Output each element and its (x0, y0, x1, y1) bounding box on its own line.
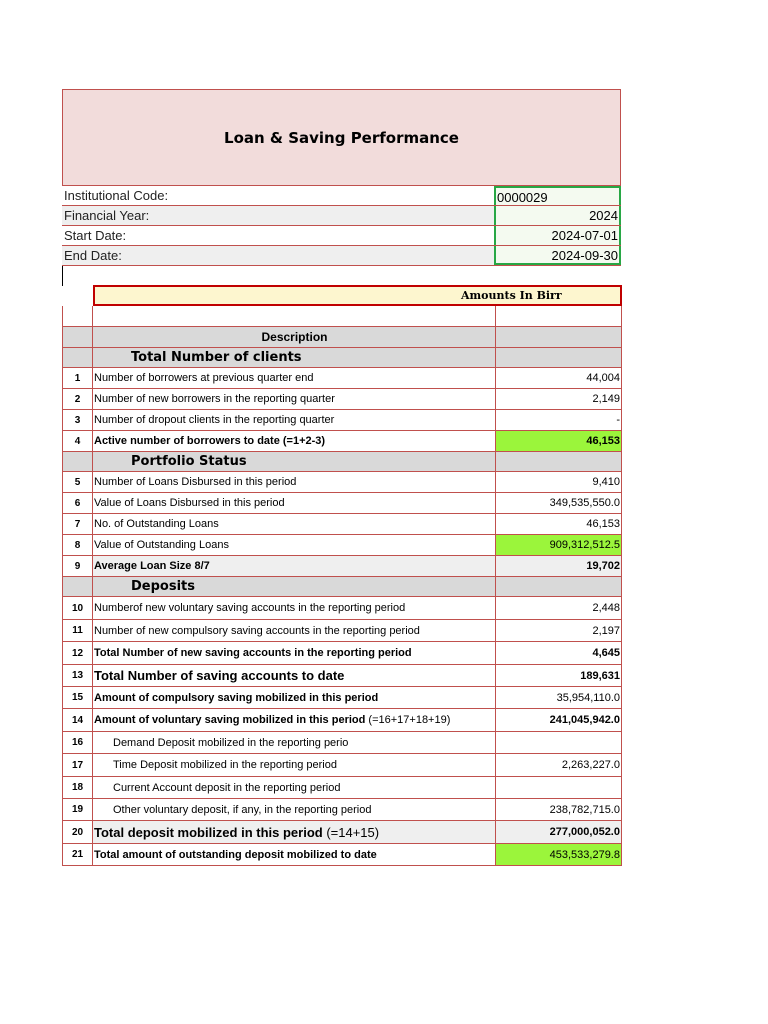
row-value[interactable]: - (495, 410, 622, 430)
row-description-main: Total deposit mobilized in this period (94, 824, 323, 840)
row-value[interactable] (495, 777, 622, 798)
row-number: 10 (62, 597, 93, 619)
table-row (62, 777, 622, 799)
row-value[interactable]: 238,782,715.0 (495, 799, 622, 820)
table-row (62, 844, 622, 866)
section-deposits (62, 577, 622, 597)
row-number: 11 (62, 620, 93, 641)
performance-table (62, 306, 622, 866)
row-number: 4 (62, 431, 93, 451)
row-value[interactable]: 9,410 (495, 472, 622, 492)
row-description: Number of new borrowers in the reporting quarter (94, 393, 335, 405)
row-value[interactable]: 2,448 (495, 597, 622, 619)
row-number: 5 (62, 472, 93, 492)
info-value: 0000029 (497, 190, 548, 205)
table-row (62, 389, 622, 410)
section-clients (62, 348, 622, 368)
row-value[interactable] (495, 732, 622, 753)
row-description-formula: (=14+15) (322, 824, 380, 840)
row-value[interactable]: 2,149 (495, 389, 622, 409)
row-value[interactable]: 2,197 (495, 620, 622, 641)
info-value-cell[interactable] (494, 186, 621, 205)
row-description: Value of Loans Disbursed in this period (94, 497, 285, 509)
row-value[interactable]: 2,263,227.0 (495, 754, 622, 776)
row-description: Total Number of new saving accounts in the reporting period (94, 647, 412, 659)
row-number: 8 (62, 535, 93, 555)
row-number: 7 (62, 514, 93, 534)
row-value[interactable]: 189,631 (495, 665, 622, 686)
row-number: 3 (62, 410, 93, 430)
section-portfolio (62, 452, 622, 472)
row-description: Total amount of outstanding deposit mobilized to date (94, 848, 377, 861)
row-description: Other voluntary deposit, if any, in the reporting period (113, 803, 372, 816)
row-value[interactable]: 453,533,279.8 (495, 844, 622, 865)
info-value: 2024-09-30 (551, 248, 618, 263)
section-title: Portfolio Status (93, 452, 495, 471)
row-number: 2 (62, 389, 93, 409)
section-title: Deposits (93, 577, 495, 596)
info-value: 2024-07-01 (551, 228, 618, 243)
row-value[interactable]: 46,153 (495, 431, 622, 451)
row-number: 18 (62, 777, 93, 798)
row-value[interactable]: 4,645 (495, 642, 622, 664)
info-row-end-date (62, 246, 621, 266)
table-row (62, 732, 622, 754)
description-header: Description (93, 327, 495, 347)
row-description: Numberof new voluntary saving accounts in the reporting period (94, 602, 406, 614)
table-row (62, 754, 622, 777)
info-label: Institutional Code: (64, 188, 169, 203)
info-row-start-date (62, 226, 621, 246)
row-value[interactable]: 19,702 (495, 556, 622, 576)
row-description (93, 709, 495, 731)
row-description: Number of dropout clients in the reporting quarter (94, 414, 335, 426)
table-row (62, 709, 622, 732)
info-label: Financial Year: (64, 208, 150, 223)
amounts-header (93, 285, 622, 306)
report-title: Loan & Saving Performance (224, 128, 459, 147)
info-value: 2024 (589, 208, 618, 223)
row-number: 1 (62, 368, 93, 388)
info-value-cell[interactable] (494, 206, 621, 225)
row-description: No. of Outstanding Loans (94, 518, 219, 530)
table-row (62, 368, 622, 389)
info-value-cell[interactable] (494, 226, 621, 245)
table-row (62, 665, 622, 687)
row-number: 19 (62, 799, 93, 820)
table-row (62, 410, 622, 431)
table-row (62, 642, 622, 665)
row-description: Number of new compulsory saving accounts in the reporting period (94, 624, 420, 637)
blank-row (62, 306, 622, 327)
table-row (62, 821, 622, 844)
row-number: 20 (62, 821, 93, 843)
table-row (62, 597, 622, 620)
row-description: Amount of compulsory saving mobilized in this period (94, 691, 379, 704)
report-title-box (62, 89, 621, 186)
row-description: Number of Loans Disbursed in this period (94, 476, 297, 488)
row-description: Current Account deposit in the reporting period (113, 781, 341, 794)
row-number: 14 (62, 709, 93, 731)
row-description: Value of Outstanding Loans (94, 539, 229, 551)
table-row (62, 535, 622, 556)
section-title: Total Number of clients (93, 348, 495, 367)
row-description: Demand Deposit mobilized in the reporting perio (113, 736, 349, 749)
row-value[interactable]: 35,954,110.0 (495, 687, 622, 708)
info-label: Start Date: (64, 228, 127, 243)
info-row-institutional-code (62, 186, 621, 206)
row-number: 12 (62, 642, 93, 664)
table-row (62, 514, 622, 535)
table-row (62, 556, 622, 577)
row-number: 16 (62, 732, 93, 753)
row-description: Time Deposit mobilized in the reporting period (113, 759, 337, 771)
table-row (62, 431, 622, 452)
row-description: Average Loan Size 8/7 (93, 556, 495, 576)
table-row (62, 493, 622, 514)
table-row (62, 799, 622, 821)
row-number: 21 (62, 844, 93, 865)
row-number: 6 (62, 493, 93, 513)
row-number: 17 (62, 754, 93, 776)
table-row (62, 620, 622, 642)
table-row (62, 687, 622, 709)
cell-divider (62, 266, 63, 286)
info-label: End Date: (64, 248, 122, 263)
row-description-formula: (=16+17+18+19) (365, 714, 451, 726)
row-description: Active number of borrowers to date (=1+2-3) (94, 435, 326, 447)
row-description: Number of borrowers at previous quarter end (94, 372, 314, 384)
info-value-cell[interactable] (494, 246, 621, 265)
row-value[interactable]: 241,045,942.0 (495, 709, 622, 731)
row-description-main: Amount of voluntary saving mobilized in this period (94, 714, 366, 726)
row-value[interactable]: 44,004 (495, 368, 622, 388)
row-number: 9 (62, 556, 93, 576)
info-row-financial-year (62, 206, 621, 226)
row-value[interactable]: 277,000,052.0 (495, 821, 622, 843)
row-number: 13 (62, 665, 93, 686)
row-description: Total Number of saving accounts to date (94, 668, 345, 683)
row-value[interactable]: 46,153 (495, 514, 622, 534)
amounts-header-label: Amounts In Birr (461, 289, 562, 302)
row-value[interactable]: 349,535,550.0 (495, 493, 622, 513)
row-value[interactable]: 909,312,512.5 (495, 535, 622, 555)
table-row (62, 472, 622, 493)
column-header-row (62, 327, 622, 348)
row-number: 15 (62, 687, 93, 708)
row-description (93, 821, 495, 843)
